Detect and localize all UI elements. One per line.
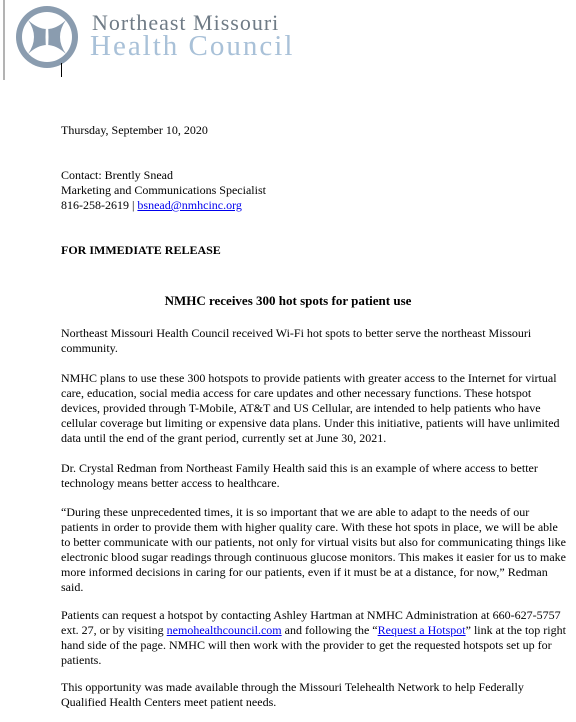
release-label: FOR IMMEDIATE RELEASE [61, 243, 221, 257]
headline: NMHC receives 300 hot spots for patient use [164, 293, 412, 308]
paragraph-5 [61, 608, 566, 668]
request-hotspot-link[interactable]: Request a Hotspot [377, 623, 466, 637]
release-date: Thursday, September 10, 2020 [61, 123, 208, 137]
paragraph-5-text-a: Patients can request a hotspot by contacting Ashley Hartman at NMHC Administration at 660-627-5757 ext. 27, or by visiting [61, 608, 561, 637]
contact-email-link[interactable]: bsnead@nmhcinc.org [137, 198, 242, 212]
page-edge-bar [3, 0, 5, 80]
paragraph-4: “During these unprecedented times, it is so important that we are able to adapt to the needs of our patients in order to provide them with higher quality care. With these hot spots in place, we will be able to better communicate with our patients, not only for virtual visits but also for communicating things like electronic blood sugar readings through continuous glucose monitors. This makes it easier for us to make more informed decisions in caring for our patients, even if it must be at a distance, for now,” Redman said. [61, 505, 567, 594]
contact-title: Marketing and Communications Specialist [61, 183, 266, 197]
website-link[interactable]: nemohealthcouncil.com [166, 623, 282, 637]
contact-line [61, 198, 242, 212]
paragraph-2: NMHC plans to use these 300 hotspots to provide patients with greater access to the Internet for virtual care, education, social media access for care updates and other necessary functions. These hotspot devices, provided through T-Mobile, AT&T and US Cellular, are intended to help patients who have cellular coverage but limiting or expensive data plans. Under this initiative, patients will have unlimited data until the end of the grant period, currently set at June 30, 2021. [61, 371, 560, 445]
paragraph-6: This opportunity was made available through the Missouri Telehealth Network to help Federally Qualified Health Centers meet patient needs. [61, 680, 524, 709]
nmhc-logo-icon [14, 4, 80, 70]
paragraph-5-text-b: and following the “ [281, 623, 378, 637]
org-name-line2: Health Council [90, 30, 295, 62]
paragraph-5-text-c: ” link at the top right hand side of the page. NMHC will then work with the provider to get the requested hotspots set up for patients. [61, 623, 566, 667]
org-name-line1: Northeast Missouri [92, 10, 280, 35]
contact-phone: 816-258-2619 | [61, 198, 138, 212]
text-cursor [61, 63, 62, 77]
paragraph-3: Dr. Crystal Redman from Northeast Family Health said this is an example of where access to better technology means better access to healthcare. [61, 461, 538, 490]
contact-name: Contact: Brently Snead [61, 168, 173, 182]
paragraph-1: Northeast Missouri Health Council received Wi-Fi hot spots to better serve the northeast Missouri community. [61, 326, 532, 355]
